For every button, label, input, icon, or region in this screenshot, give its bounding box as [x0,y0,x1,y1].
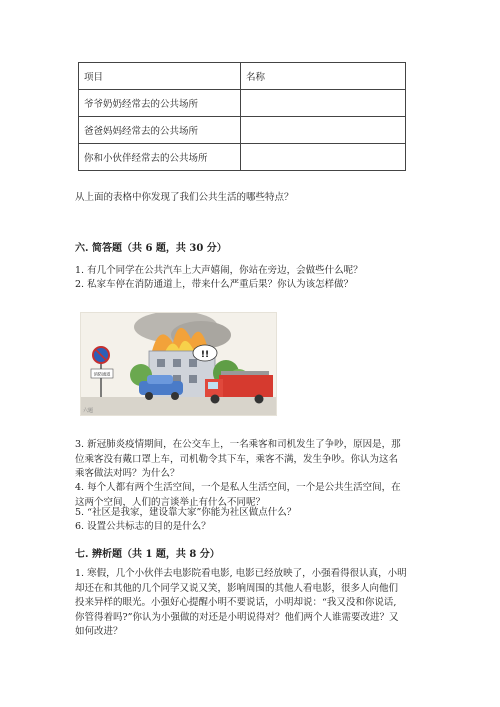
question-line: 1. 寒假，几个小伙伴去电影院看电影, 电影已经放映了，小强看得很认真，小明 [75,568,407,579]
question-line: 你管得着吗?”你认为小强做的对还是小明说得对？他们两个人谁需要改进？又 [75,611,399,623]
table-question: 从上面的表格中你发现了我们公共生活的哪些特点？ [75,192,294,203]
exclaim-text: !! [200,350,210,360]
sign-text: 消防通道 [93,371,111,377]
table-cell: 你和小伙伴经常去的公共场所 [79,144,241,171]
table-header-cell: 项目 [79,63,241,90]
table-header-cell: 名称 [241,63,406,90]
illustration-svg [81,313,276,415]
public-places-table [78,62,406,171]
table-cell: 爸爸妈妈经常去的公共场所 [79,117,241,144]
question-line: 4. 每个人都有两个生活空间，一个是私人生活空间，一个是公共生活空间，在 [75,482,401,493]
question-line: 如何改进？ [75,626,123,637]
question-line: 乘客做法对吗？为什么？ [75,468,180,479]
section-7-heading: 七. 辨析题（共 1 题，共 8 分） [75,549,220,560]
section-6-heading: 六. 简答题（共 6 题，共 30 分） [75,243,227,254]
question-line: 位乘客没有戴口罩上车，司机勒令其下车，乘客不满，发生争吵。你认为这名 [75,453,399,465]
table-row [79,117,406,144]
question-6-3 [75,438,430,482]
table-cell [241,144,406,171]
question-7-1 [75,567,430,640]
table-cell [241,117,406,144]
table-header-row [79,63,406,90]
question-6-1: 1. 有几个同学在公共汽车上大声嬉闹，你站在旁边，会做些什么呢？ [75,265,363,276]
table-cell [241,90,406,117]
question-6-6: 6. 设置公共标志的目的是什么？ [75,521,211,532]
question-6-5: 5. “社区是我家，建设靠大家”你能为社区做点什么？ [75,507,297,518]
question-line: 却还在和其他的几个同学又说又笑，影响周围的其他人看电影，很多人向他们 [75,582,399,594]
question-line: 投来异样的眼光。小强好心提醒小明不要说话，小明却说：“我又没和你说话, [75,597,397,608]
question-line: 这两个空间，人们的言谈举止有什么不同呢？ [75,496,266,508]
question-6-2: 2. 私家车停在消防通道上，带来什么严重后果？你认为该怎样做？ [75,279,354,290]
fire-lane-illustration [80,312,277,416]
question-line: 3. 新冠肺炎疫情期间，在公交车上，一名乘客和司机发生了争吵，原因是，那 [75,439,401,450]
illustration-caption: 六题 [83,408,94,414]
table-cell: 爷爷奶奶经常去的公共场所 [79,90,241,117]
table-row [79,90,406,117]
table-row [79,144,406,171]
